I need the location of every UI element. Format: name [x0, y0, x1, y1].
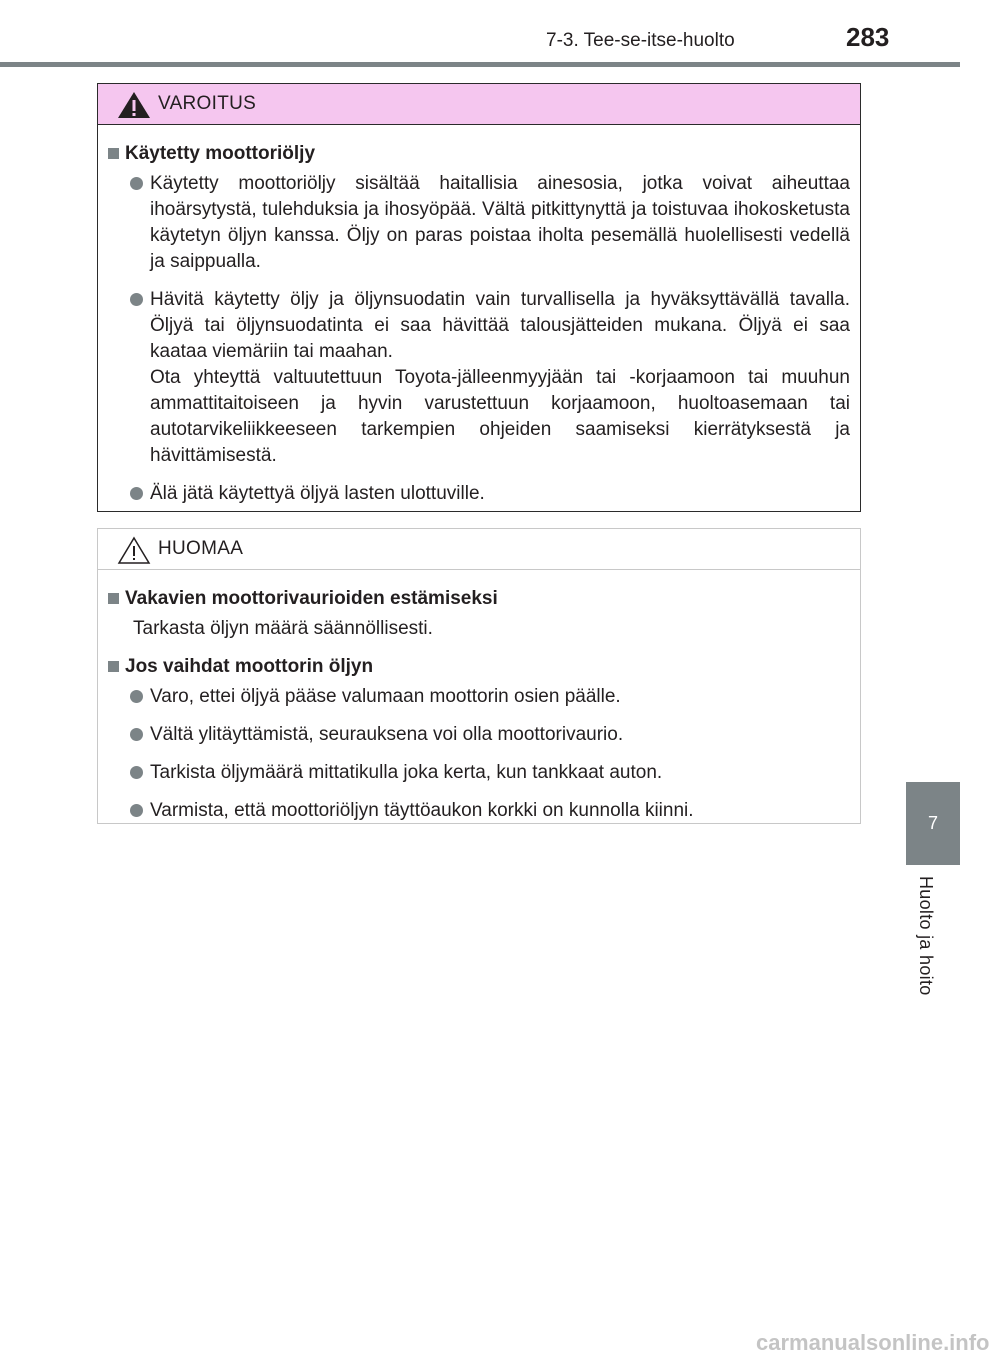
- square-bullet-icon: [108, 148, 119, 159]
- round-bullet-icon: [130, 766, 143, 779]
- section-title: 7-3. Tee-se-itse-huolto: [546, 30, 735, 51]
- warning-bullet-paragraph: Hävitä käytetty öljy ja öljynsuodatin vain turvallisella ja hyväksyttävällä tavalla. Öljyä tai öljynsuodatinta ei saa hävittää talousjätteiden mukana. Öljyä ei saa kaataa viemäriin tai maahan.: [150, 289, 850, 362]
- warning-bullet-text: [150, 287, 850, 469]
- chapter-tab[interactable]: [906, 782, 960, 865]
- page-number: 283: [846, 22, 890, 52]
- round-bullet-icon: [130, 690, 143, 703]
- notice-bullet: [108, 722, 850, 748]
- caution-triangle-outline-icon: [116, 535, 152, 565]
- notice-heading-text: Vakavien moottorivaurioiden estämiseksi: [125, 588, 498, 609]
- notice-bullet: [108, 798, 850, 824]
- warning-title: VAROITUS: [158, 93, 257, 114]
- warning-triangle-icon: [116, 90, 152, 120]
- notice-box-header: [98, 529, 860, 570]
- chapter-label: Huolto ja hoito: [916, 876, 936, 996]
- warning-bullet: [108, 287, 850, 469]
- notice-bullet-text: Varmista, että moottoriöljyn täyttöaukon korkki on kunnolla kiinni.: [150, 800, 694, 821]
- square-bullet-icon: [108, 593, 119, 604]
- notice-title: HUOMAA: [158, 538, 244, 559]
- notice-text: Tarkasta öljyn määrä säännöllisesti.: [133, 618, 433, 639]
- warning-box-header: [98, 84, 860, 125]
- square-bullet-icon: [108, 661, 119, 672]
- round-bullet-icon: [130, 177, 143, 190]
- warning-heading-text: Käytetty moottoriöljy: [125, 143, 316, 164]
- notice-box-body: [98, 570, 860, 824]
- notice-bullet: [108, 760, 850, 786]
- notice-bullet-text: Vältä ylitäyttämistä, seurauksena voi olla moottorivaurio.: [150, 724, 624, 745]
- warning-box: [97, 83, 861, 512]
- notice-bullet-text: Tarkista öljymäärä mittatikulla joka kerta, kun tankkaat auton.: [150, 762, 663, 783]
- warning-bullet-paragraph: Ota yhteyttä valtuutettuun Toyota-jälleenmyyjään tai -korjaamoon tai muuhun ammattitaitoiseen ja hyvin varustettuun korjaamoon, huoltoasemaan tai autotarvikeliikkeeseen tarkempien ohjeiden saamiseksi kierrätyksestä ja hävittämisestä.: [150, 367, 850, 466]
- warning-bullet-text: Käytetty moottoriöljy sisältää haitallisia ainesosia, jotka voivat aiheuttaa ihoärsytystä, tulehduksia ja ihosyöpää. Vältä pitkittynyttä ja toistuvaa ihokosketusta käytetyn öljyn kanssa. Öljy on paras poistaa iholta pesemällä huolellisesti vedellä ja saippualla.: [150, 173, 850, 272]
- watermark: carmanualsonline.info: [756, 1330, 990, 1355]
- warning-bullet: [108, 171, 850, 275]
- chapter-number: 7: [927, 813, 938, 833]
- round-bullet-icon: [130, 728, 143, 741]
- notice-heading-text: Jos vaihdat moottorin öljyn: [125, 656, 374, 677]
- round-bullet-icon: [130, 293, 143, 306]
- warning-heading: [108, 141, 850, 167]
- round-bullet-icon: [130, 804, 143, 817]
- notice-heading: [108, 586, 850, 612]
- notice-heading: [108, 654, 850, 680]
- header-rule: [0, 62, 960, 67]
- warning-bullet: [108, 481, 850, 507]
- round-bullet-icon: [130, 487, 143, 500]
- warning-bullet-text: Älä jätä käytettyä öljyä lasten ulottuville.: [150, 483, 485, 504]
- notice-bullet-text: Varo, ettei öljyä pääse valumaan moottorin osien päälle.: [150, 686, 621, 707]
- warning-box-body: [98, 125, 860, 507]
- notice-box: [97, 528, 861, 824]
- notice-bullet: [108, 684, 850, 710]
